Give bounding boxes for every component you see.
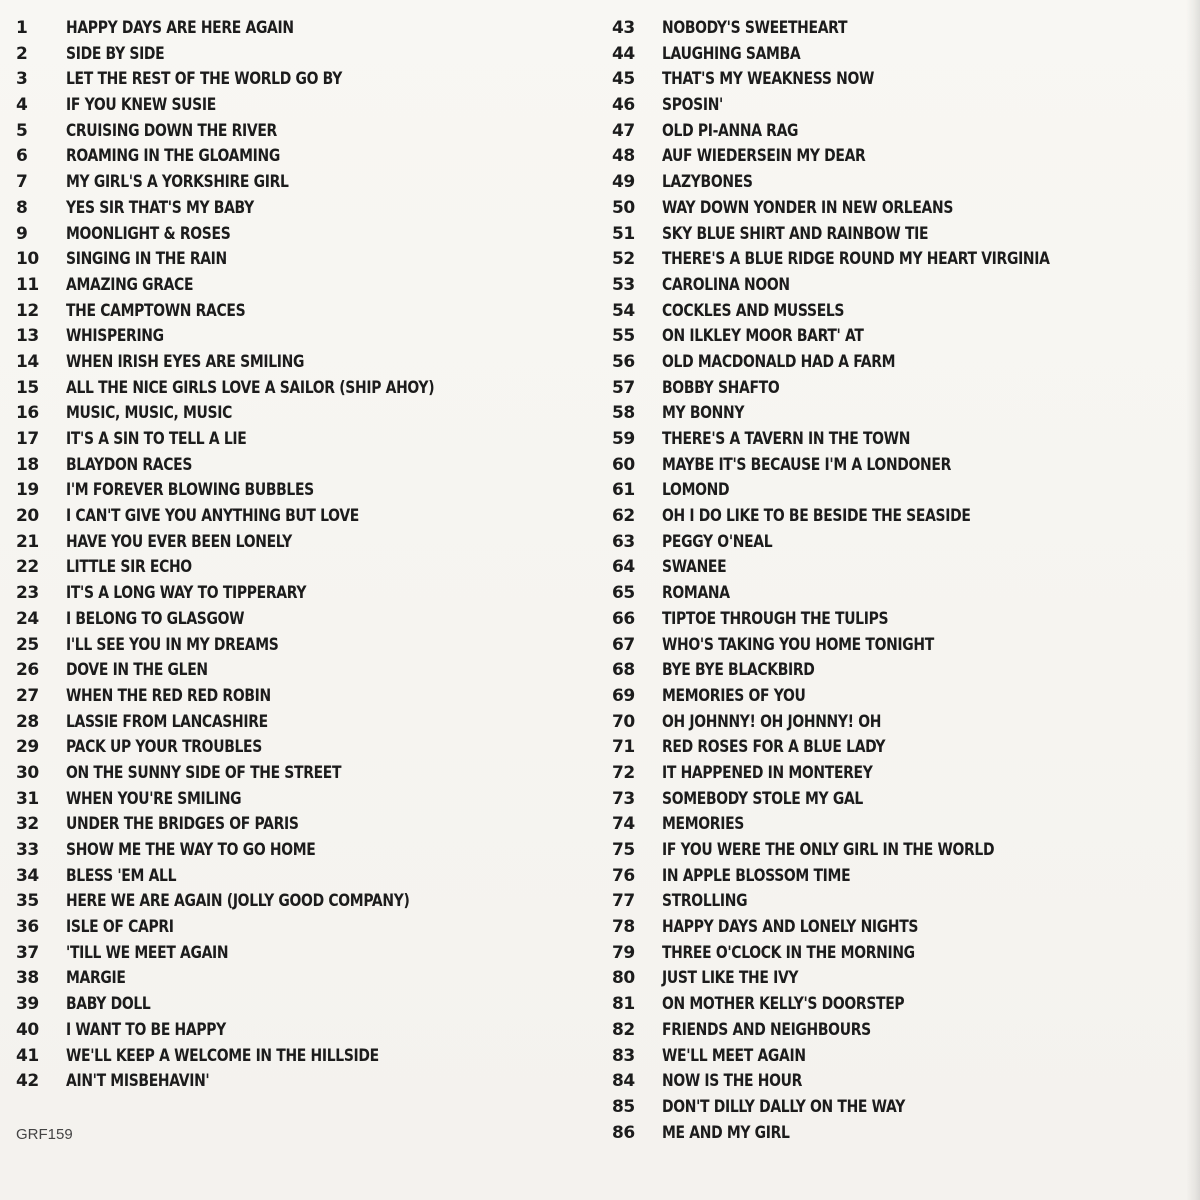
track-row xyxy=(16,966,586,992)
track-row xyxy=(612,401,1182,427)
track-title: PEGGY O'NEAL xyxy=(662,531,773,552)
track-row xyxy=(612,633,1182,659)
track-title: ON MOTHER KELLY'S DOORSTEP xyxy=(662,994,905,1015)
track-row xyxy=(16,247,586,273)
track-number: 38 xyxy=(16,968,39,989)
track-title: IT'S A SIN TO TELL A LIE xyxy=(66,429,247,449)
track-title: WHISPERING xyxy=(66,326,164,347)
track-title: STROLLING xyxy=(662,891,748,912)
track-title: ROAMING IN THE GLOAMING xyxy=(66,146,280,167)
track-number: 50 xyxy=(612,197,635,218)
track-number: 20 xyxy=(16,506,39,527)
track-row xyxy=(612,761,1182,787)
track-number: 74 xyxy=(612,814,635,835)
track-number: 21 xyxy=(16,531,39,552)
track-number: 31 xyxy=(16,788,39,809)
track-number: 43 xyxy=(612,18,635,38)
track-title: ROMANA xyxy=(662,583,730,604)
track-number: 24 xyxy=(16,608,39,629)
track-number: 69 xyxy=(612,685,635,706)
track-row xyxy=(16,478,586,504)
track-title: WHEN YOU'RE SMILING xyxy=(66,788,242,809)
track-title: BLAYDON RACES xyxy=(66,454,193,475)
track-number: 56 xyxy=(612,351,635,372)
track-row xyxy=(612,787,1182,813)
track-number: 58 xyxy=(612,403,635,424)
track-title: ME AND MY GIRL xyxy=(662,1122,790,1143)
track-title: OH JOHNNY! OH JOHNNY! OH xyxy=(662,711,882,732)
track-title: THREE O'CLOCK IN THE MORNING xyxy=(662,942,915,963)
track-number: 37 xyxy=(16,942,39,963)
track-title: MARGIE xyxy=(66,968,126,989)
track-title: WHEN THE RED RED ROBIN xyxy=(66,685,271,706)
track-number: 75 xyxy=(612,840,635,860)
track-title: IT HAPPENED IN MONTEREY xyxy=(662,762,873,783)
track-row xyxy=(16,1044,586,1070)
track-number: 25 xyxy=(16,634,39,655)
track-row xyxy=(612,376,1182,402)
track-row xyxy=(612,889,1182,915)
track-number: 79 xyxy=(612,942,635,963)
track-number: 46 xyxy=(612,95,635,116)
track-row xyxy=(612,530,1182,556)
track-row xyxy=(16,504,586,530)
track-row xyxy=(16,350,586,376)
track-row xyxy=(612,427,1182,453)
catalog-number: GRF159 xyxy=(16,1126,73,1143)
track-title: FRIENDS AND NEIGHBOURS xyxy=(662,1019,871,1040)
track-number: 8 xyxy=(16,197,28,218)
track-number: 1 xyxy=(16,18,28,38)
track-title: SKY BLUE SHIRT AND RAINBOW TIE xyxy=(662,223,929,244)
track-number: 44 xyxy=(612,43,635,64)
track-title: I CAN'T GIVE YOU ANYTHING BUT LOVE xyxy=(66,506,359,527)
track-title: SHOW ME THE WAY TO GO HOME xyxy=(66,840,316,860)
track-number: 47 xyxy=(612,120,635,141)
track-number: 85 xyxy=(612,1096,635,1117)
track-number: 84 xyxy=(612,1071,635,1092)
track-row xyxy=(16,607,586,633)
track-row xyxy=(16,915,586,941)
track-number: 4 xyxy=(16,95,28,116)
track-title: UNDER THE BRIDGES OF PARIS xyxy=(66,814,299,835)
track-row xyxy=(612,658,1182,684)
track-row xyxy=(612,16,1182,42)
track-row xyxy=(16,941,586,967)
track-title: THERE'S A BLUE RIDGE ROUND MY HEART VIRGINIA xyxy=(662,249,1050,270)
track-row xyxy=(612,735,1182,761)
track-row xyxy=(612,555,1182,581)
track-title: COCKLES AND MUSSELS xyxy=(662,300,845,321)
track-title: ISLE OF CAPRI xyxy=(66,917,174,938)
track-title: THERE'S A TAVERN IN THE TOWN xyxy=(662,429,911,449)
track-row xyxy=(16,1018,586,1044)
track-number: 29 xyxy=(16,737,39,758)
track-title: AUF WIEDERSEIN MY DEAR xyxy=(662,146,866,167)
track-number: 52 xyxy=(612,249,635,270)
track-number: 16 xyxy=(16,403,39,424)
track-row xyxy=(612,710,1182,736)
track-number: 72 xyxy=(612,762,635,783)
track-title: MY GIRL'S A YORKSHIRE GIRL xyxy=(66,172,289,193)
track-row xyxy=(612,1095,1182,1121)
track-title: BOBBY SHAFTO xyxy=(662,377,780,398)
track-row xyxy=(16,1069,586,1095)
track-title: BLESS 'EM ALL xyxy=(66,865,177,886)
track-number: 11 xyxy=(16,274,39,295)
track-number: 86 xyxy=(612,1122,635,1143)
track-number: 60 xyxy=(612,454,635,475)
track-number: 63 xyxy=(612,531,635,552)
track-number: 27 xyxy=(16,685,39,706)
track-number: 71 xyxy=(612,737,635,758)
track-number: 83 xyxy=(612,1045,635,1066)
track-number: 45 xyxy=(612,69,635,90)
track-title: ON ILKLEY MOOR BART' AT xyxy=(662,326,864,347)
track-row xyxy=(612,1121,1182,1147)
track-number: 22 xyxy=(16,557,39,578)
track-row xyxy=(612,67,1182,93)
track-title: RED ROSES FOR A BLUE LADY xyxy=(662,737,886,758)
track-row xyxy=(612,581,1182,607)
track-number: 53 xyxy=(612,274,635,295)
track-row xyxy=(16,555,586,581)
track-number: 55 xyxy=(612,326,635,347)
track-number: 23 xyxy=(16,583,39,604)
track-number: 14 xyxy=(16,351,39,372)
track-title: MEMORIES OF YOU xyxy=(662,685,806,706)
track-row xyxy=(16,453,586,479)
track-row xyxy=(612,478,1182,504)
track-number: 76 xyxy=(612,865,635,886)
track-row xyxy=(16,170,586,196)
track-title: MOONLIGHT & ROSES xyxy=(66,223,231,244)
track-row xyxy=(16,633,586,659)
track-number: 36 xyxy=(16,917,39,938)
track-number: 7 xyxy=(16,172,28,193)
track-number: 68 xyxy=(612,660,635,681)
track-number: 61 xyxy=(612,480,635,501)
track-number: 41 xyxy=(16,1045,39,1066)
track-title: I'LL SEE YOU IN MY DREAMS xyxy=(66,634,279,655)
track-number: 62 xyxy=(612,506,635,527)
track-number: 73 xyxy=(612,788,635,809)
track-number: 64 xyxy=(612,557,635,578)
track-row xyxy=(16,273,586,299)
track-row xyxy=(612,1018,1182,1044)
track-title: ALL THE NICE GIRLS LOVE A SAILOR (SHIP AHOY) xyxy=(66,377,435,398)
track-title: THE CAMPTOWN RACES xyxy=(66,300,246,321)
track-title: ON THE SUNNY SIDE OF THE STREET xyxy=(66,762,342,783)
track-title: SINGING IN THE RAIN xyxy=(66,249,227,270)
track-number: 42 xyxy=(16,1071,39,1092)
track-number: 13 xyxy=(16,326,39,347)
track-number: 18 xyxy=(16,454,39,475)
track-row xyxy=(16,119,586,145)
track-title: IF YOU WERE THE ONLY GIRL IN THE WORLD xyxy=(662,840,995,860)
track-number: 57 xyxy=(612,377,635,398)
track-row xyxy=(16,42,586,68)
track-title: WE'LL MEET AGAIN xyxy=(662,1045,806,1066)
track-title: IN APPLE BLOSSOM TIME xyxy=(662,865,851,886)
track-title: TIPTOE THROUGH THE TULIPS xyxy=(662,608,889,629)
track-title: IF YOU KNEW SUSIE xyxy=(66,95,216,116)
track-title: HAVE YOU EVER BEEN LONELY xyxy=(66,531,292,552)
track-row xyxy=(16,889,586,915)
track-row xyxy=(612,966,1182,992)
track-row xyxy=(16,16,586,42)
track-title: HAPPY DAYS AND LONELY NIGHTS xyxy=(662,917,919,938)
track-title: SOMEBODY STOLE MY GAL xyxy=(662,788,863,809)
track-number: 10 xyxy=(16,249,39,270)
track-number: 54 xyxy=(612,300,635,321)
track-row xyxy=(612,838,1182,864)
track-number: 67 xyxy=(612,634,635,655)
track-number: 80 xyxy=(612,968,635,989)
track-number: 66 xyxy=(612,608,635,629)
track-row xyxy=(16,324,586,350)
track-number: 6 xyxy=(16,146,28,167)
track-row xyxy=(612,196,1182,222)
track-title: YES SIR THAT'S MY BABY xyxy=(66,197,254,218)
track-title: LITTLE SIR ECHO xyxy=(66,557,192,578)
track-row xyxy=(612,42,1182,68)
track-number: 33 xyxy=(16,840,39,860)
track-title: WAY DOWN YONDER IN NEW ORLEANS xyxy=(662,197,954,218)
track-title: MY BONNY xyxy=(662,403,745,424)
track-row xyxy=(16,581,586,607)
track-title: BABY DOLL xyxy=(66,994,151,1015)
track-row xyxy=(612,684,1182,710)
track-number: 81 xyxy=(612,994,635,1015)
track-title: OLD PI-ANNA RAG xyxy=(662,120,799,141)
track-number: 2 xyxy=(16,43,28,64)
track-title: CRUISING DOWN THE RIVER xyxy=(66,120,277,141)
track-number: 49 xyxy=(612,172,635,193)
track-row xyxy=(612,299,1182,325)
track-title: DON'T DILLY DALLY ON THE WAY xyxy=(662,1096,905,1117)
track-row xyxy=(612,941,1182,967)
track-row xyxy=(612,504,1182,530)
track-title: MUSIC, MUSIC, MUSIC xyxy=(66,403,233,424)
track-number: 65 xyxy=(612,583,635,604)
track-row xyxy=(612,864,1182,890)
track-row xyxy=(612,93,1182,119)
track-row xyxy=(612,607,1182,633)
track-row xyxy=(16,812,586,838)
track-number: 77 xyxy=(612,891,635,912)
track-row xyxy=(16,222,586,248)
track-row xyxy=(16,401,586,427)
track-row xyxy=(16,838,586,864)
track-title: NOW IS THE HOUR xyxy=(662,1071,803,1092)
track-title: WE'LL KEEP A WELCOME IN THE HILLSIDE xyxy=(66,1045,379,1066)
track-row xyxy=(16,658,586,684)
track-title: BYE BYE BLACKBIRD xyxy=(662,660,815,681)
track-row xyxy=(16,530,586,556)
track-row xyxy=(16,710,586,736)
track-row xyxy=(16,144,586,170)
track-row xyxy=(16,93,586,119)
track-number: 59 xyxy=(612,429,635,449)
track-title: I WANT TO BE HAPPY xyxy=(66,1019,226,1040)
track-number: 39 xyxy=(16,994,39,1015)
track-number: 35 xyxy=(16,891,39,912)
track-row xyxy=(16,787,586,813)
track-number: 19 xyxy=(16,480,39,501)
track-row xyxy=(16,67,586,93)
track-row xyxy=(16,196,586,222)
track-title: AMAZING GRACE xyxy=(66,274,194,295)
track-row xyxy=(612,324,1182,350)
track-title: OH I DO LIKE TO BE BESIDE THE SEASIDE xyxy=(662,506,971,527)
track-row xyxy=(612,992,1182,1018)
track-number: 12 xyxy=(16,300,39,321)
track-row xyxy=(612,1069,1182,1095)
track-title: WHEN IRISH EYES ARE SMILING xyxy=(66,351,305,372)
track-row xyxy=(16,735,586,761)
track-title: I BELONG TO GLASGOW xyxy=(66,608,245,629)
tracklist-left-column xyxy=(16,16,586,1095)
track-row xyxy=(16,684,586,710)
track-row xyxy=(612,222,1182,248)
track-row xyxy=(612,119,1182,145)
track-title: OLD MACDONALD HAD A FARM xyxy=(662,351,896,372)
track-row xyxy=(612,273,1182,299)
track-title: MEMORIES xyxy=(662,814,744,835)
track-title: SIDE BY SIDE xyxy=(66,43,165,64)
track-title: SWANEE xyxy=(662,557,727,578)
track-row xyxy=(612,247,1182,273)
track-number: 78 xyxy=(612,917,635,938)
track-title: LOMOND xyxy=(662,480,730,501)
track-row xyxy=(612,1044,1182,1070)
track-title: NOBODY'S SWEETHEART xyxy=(662,18,848,38)
track-number: 34 xyxy=(16,865,39,886)
track-row xyxy=(16,299,586,325)
track-title: I'M FOREVER BLOWING BUBBLES xyxy=(66,480,314,501)
track-row xyxy=(16,376,586,402)
track-title: HERE WE ARE AGAIN (JOLLY GOOD COMPANY) xyxy=(66,891,410,912)
track-number: 40 xyxy=(16,1019,39,1040)
track-title: LAZYBONES xyxy=(662,172,753,193)
track-title: DOVE IN THE GLEN xyxy=(66,660,208,681)
track-number: 48 xyxy=(612,146,635,167)
track-title: WHO'S TAKING YOU HOME TONIGHT xyxy=(662,634,934,655)
track-title: LAUGHING SAMBA xyxy=(662,43,801,64)
track-row xyxy=(612,144,1182,170)
tracklist-right-column xyxy=(612,16,1182,1146)
track-number: 26 xyxy=(16,660,39,681)
track-number: 70 xyxy=(612,711,635,732)
track-title: CAROLINA NOON xyxy=(662,274,790,295)
track-number: 3 xyxy=(16,69,28,90)
track-row xyxy=(612,453,1182,479)
track-row xyxy=(612,350,1182,376)
track-number: 28 xyxy=(16,711,39,732)
track-title: SPOSIN' xyxy=(662,95,723,116)
track-title: THAT'S MY WEAKNESS NOW xyxy=(662,69,875,90)
track-number: 51 xyxy=(612,223,635,244)
track-row xyxy=(612,812,1182,838)
track-row xyxy=(16,761,586,787)
track-row xyxy=(16,427,586,453)
track-title: AIN'T MISBEHAVIN' xyxy=(66,1071,210,1092)
track-row xyxy=(16,992,586,1018)
track-row xyxy=(16,864,586,890)
page-fold-shadow xyxy=(1186,0,1200,1200)
track-row xyxy=(612,915,1182,941)
track-number: 5 xyxy=(16,120,28,141)
track-number: 82 xyxy=(612,1019,635,1040)
track-title: PACK UP YOUR TROUBLES xyxy=(66,737,262,758)
track-number: 30 xyxy=(16,762,39,783)
track-number: 17 xyxy=(16,429,39,449)
track-title: IT'S A LONG WAY TO TIPPERARY xyxy=(66,583,307,604)
track-number: 9 xyxy=(16,223,28,244)
track-number: 32 xyxy=(16,814,39,835)
track-row xyxy=(612,170,1182,196)
track-title: LET THE REST OF THE WORLD GO BY xyxy=(66,69,342,90)
track-title: MAYBE IT'S BECAUSE I'M A LONDONER xyxy=(662,454,951,475)
track-title: HAPPY DAYS ARE HERE AGAIN xyxy=(66,18,294,38)
track-title: LASSIE FROM LANCASHIRE xyxy=(66,711,268,732)
track-number: 15 xyxy=(16,377,39,398)
track-title: 'TILL WE MEET AGAIN xyxy=(66,942,229,963)
track-title: JUST LIKE THE IVY xyxy=(662,968,799,989)
